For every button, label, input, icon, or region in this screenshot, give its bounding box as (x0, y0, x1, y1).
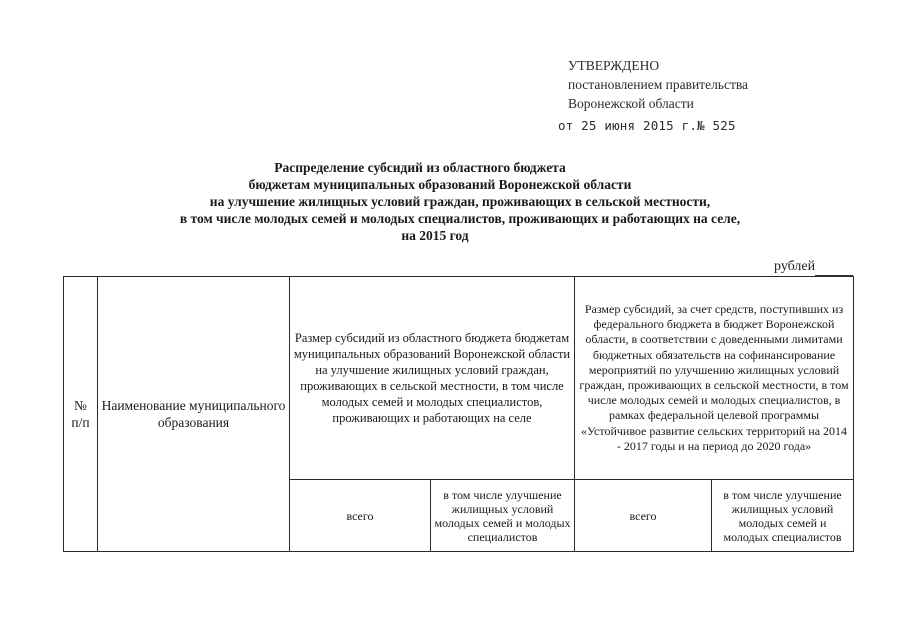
approval-by-decree: постановлением правительства (568, 77, 749, 92)
subheader-federal-total: всего (575, 480, 712, 552)
column-header-number: № п/п (64, 277, 98, 552)
title-line: на 2015 год (401, 228, 469, 243)
table-header-row (64, 277, 854, 480)
approval-stamp (558, 56, 749, 135)
subheader-regional-young: в том числе улучшение жилищных условий молодых семей и молодых специалистов (431, 480, 575, 552)
title-line: бюджетам муниципальных образований Воронежской области (248, 177, 632, 192)
column-header-federal-subsidy: Размер субсидий, за счет средств, поступивших из федерального бюджета в бюджет Воронежской области, в соответствии с доведенными лимитами бюджетных обязательств на софинансирование мероприятий по улучшению жилищных условий граждан, проживающих в сельской местности, в том числе молодых семей и молодых специалистов, в рамках федеральной целевой программы «Устойчивое развитие сельских территорий на 2014 - 2017 годы и на период до 2020 года» (575, 277, 854, 480)
subheader-federal-young: в том числе улучшение жилищных условий молодых семей и молодых специалистов (712, 480, 854, 552)
title-line: в том числе молодых семей и молодых специалистов, проживающих и работающих на селе, (179, 211, 741, 226)
column-header-regional-subsidy: Размер субсидий из областного бюджета бюджетам муниципальных образований Воронежской области на улучшение жилищных условий граждан, проживающих в сельской местности, в том числе молодых семей и молодых специалистов, проживающих и работающих на селе (290, 277, 575, 480)
title-line: на улучшение жилищных условий граждан, проживающих в сельской местности, (209, 194, 711, 209)
column-header-municipality: Наименование муниципального образования (98, 277, 290, 552)
currency-unit: рублей (774, 259, 816, 274)
title-line: Распределение субсидий из областного бюджета (274, 160, 566, 175)
approval-heading: УТВЕРЖДЕНО (568, 58, 660, 73)
subheader-regional-total: всего (290, 480, 431, 552)
decree-number-date: от 25 июня 2015 г.№ 525 (558, 118, 736, 133)
subsidy-distribution-table (63, 276, 854, 552)
document-title (40, 159, 860, 244)
approval-region: Воронежской области (568, 96, 694, 111)
